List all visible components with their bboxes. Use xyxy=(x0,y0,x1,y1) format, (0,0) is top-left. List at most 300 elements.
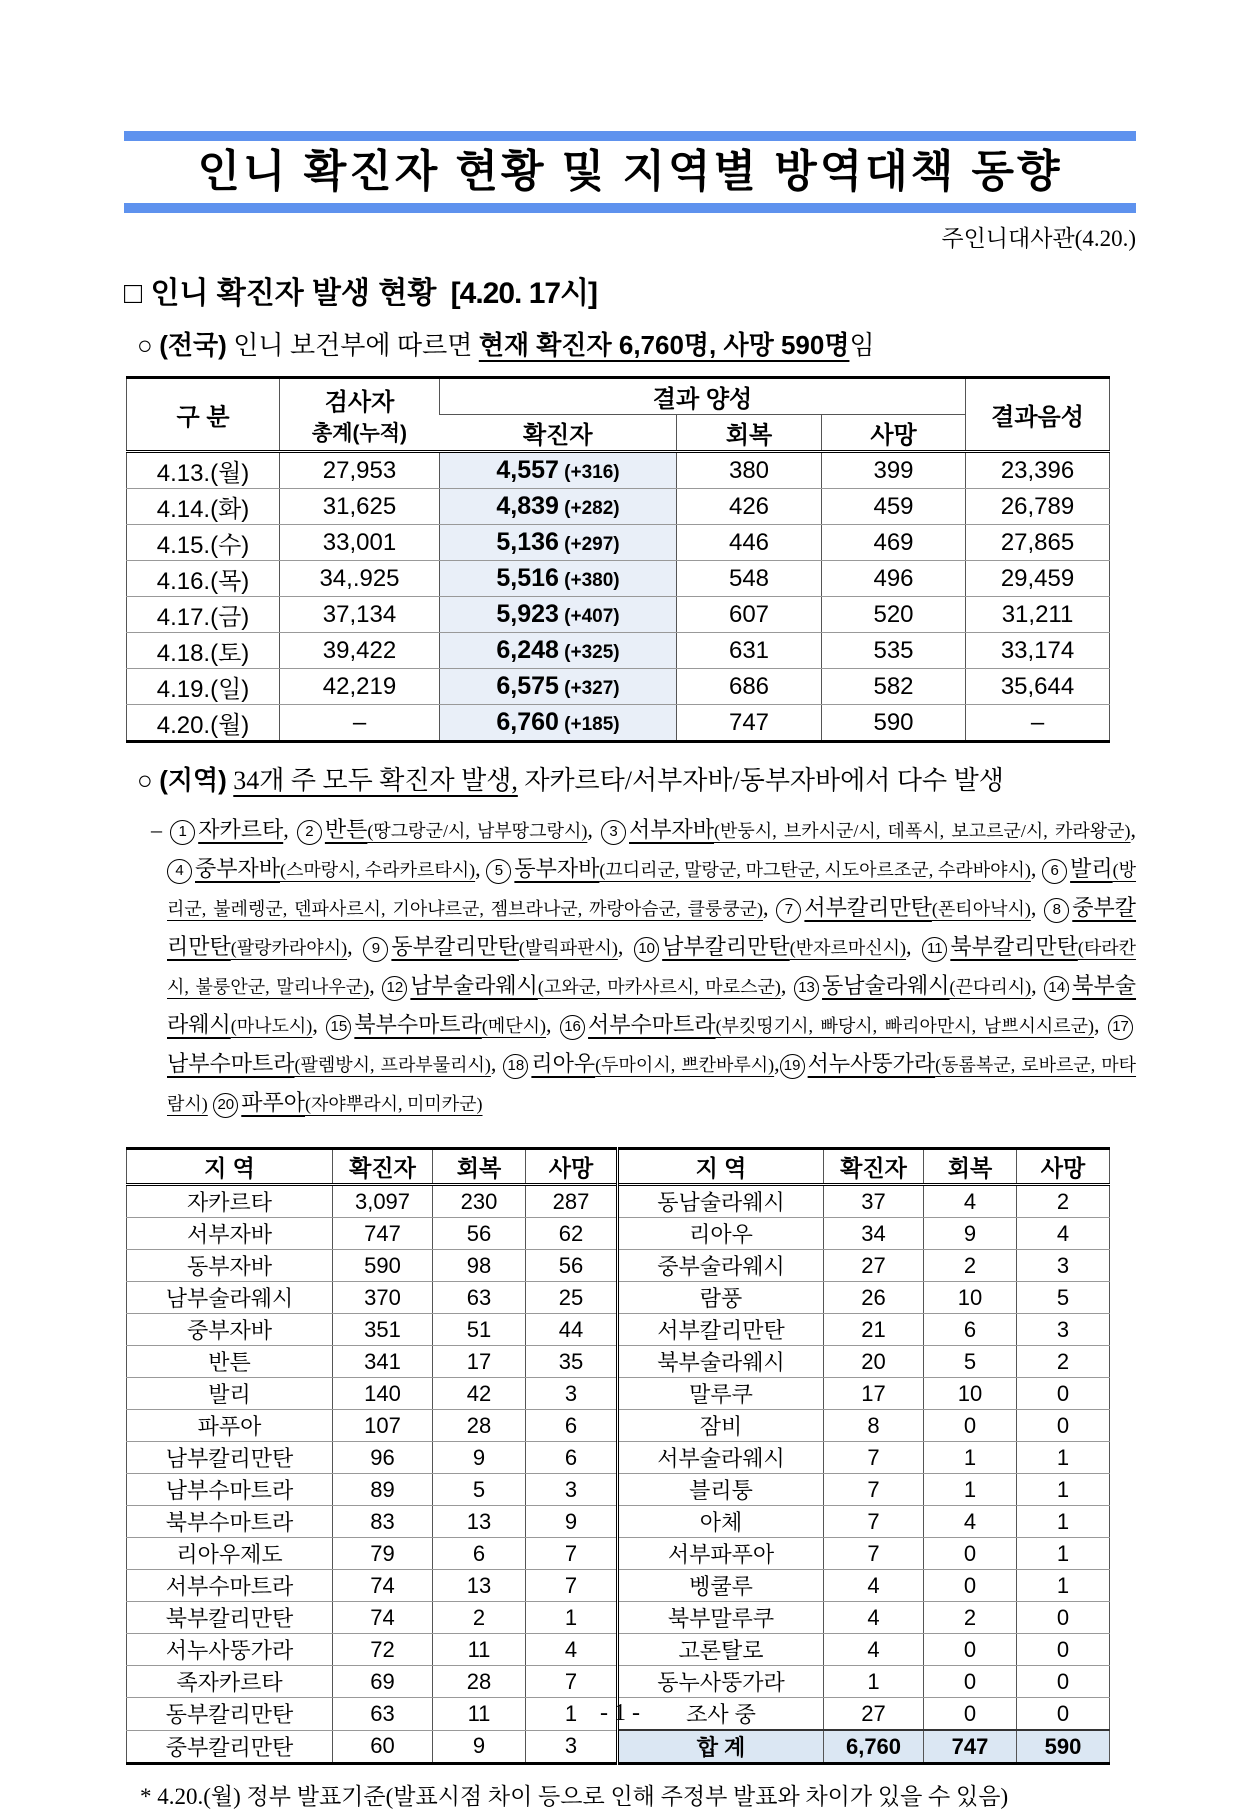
table-row xyxy=(127,1185,1110,1218)
confirmed-count-cell: 74 xyxy=(333,1570,433,1602)
dead-count-cell: 0 xyxy=(1017,1666,1110,1698)
region-list-item xyxy=(170,817,283,842)
region-name-cell: 남부술라웨시 xyxy=(127,1282,333,1314)
dead-count-cell: 2 xyxy=(1017,1346,1110,1378)
regional-bullet-label: (지역) xyxy=(159,765,227,795)
confirmed-count-cell: 140 xyxy=(333,1378,433,1410)
table-row xyxy=(127,1378,1110,1410)
confirmed-count-cell: 4 xyxy=(824,1602,924,1634)
recovered-count-cell: 230 xyxy=(433,1185,526,1218)
table-row xyxy=(127,669,1110,705)
confirmed-count-cell: 69 xyxy=(333,1666,433,1698)
region-detail: (두마이시, 쁘칸바루시) xyxy=(595,1055,775,1075)
region-list-item xyxy=(326,1012,546,1037)
region-name-cell: 북부말루쿠 xyxy=(618,1602,824,1634)
region-list-item xyxy=(634,934,906,959)
tested-total-cell: 37,134 xyxy=(280,597,440,633)
circled-number: 8 xyxy=(1044,898,1069,923)
region-name-cell: 서부수마트라 xyxy=(127,1570,333,1602)
region-name: 남부수마트라 xyxy=(167,1051,295,1076)
confirmed-count-cell: 74 xyxy=(333,1602,433,1634)
confirmed-cell xyxy=(440,633,677,669)
region-name: 서누사뚱가라 xyxy=(807,1051,936,1076)
column-header-tested-line1: 검사자 xyxy=(324,389,395,416)
table-row xyxy=(127,1346,1110,1378)
region-detail: (마나도시) xyxy=(230,1016,313,1036)
date-cell: 4.19.(일) xyxy=(127,669,280,705)
confirmed-delta: (+325) xyxy=(558,642,620,663)
dead-count-cell: 6 xyxy=(526,1410,618,1442)
region-list-item xyxy=(213,1090,482,1115)
circled-number: 6 xyxy=(1042,859,1067,884)
table-row xyxy=(127,1282,1110,1314)
date-cell: 4.13.(월) xyxy=(127,452,280,489)
recovered-count-cell: 17 xyxy=(433,1346,526,1378)
confirmed-value: 4,839 xyxy=(496,492,559,520)
region-list-item xyxy=(794,973,1031,998)
recovered-count-cell: 42 xyxy=(433,1378,526,1410)
dead-count-cell: 1 xyxy=(526,1698,618,1731)
confirmed-delta: (+282) xyxy=(558,498,620,519)
recovered-count-cell: 9 xyxy=(433,1730,526,1764)
dead-count-cell: 287 xyxy=(526,1185,618,1218)
region-detail: (타라칸시, 불룽안군, 말리나우군) xyxy=(167,938,1137,997)
table-row xyxy=(127,1474,1110,1506)
region-detail: (고와군, 마카사르시, 마로스군) xyxy=(537,977,781,997)
region-detail: (반둥시, 브카시군/시, 데폭시, 보고르군/시, 카라왕군) xyxy=(714,821,1131,841)
region-name-cell: 벵쿨루 xyxy=(618,1570,824,1602)
confirmed-count-cell: 1 xyxy=(824,1666,924,1698)
region-name: 중부칼리만탄 xyxy=(167,895,1137,959)
tested-total-cell: – xyxy=(280,705,440,742)
dead-count-cell: 590 xyxy=(1017,1730,1110,1764)
confirmed-value: 5,923 xyxy=(496,600,559,628)
confirmed-count-cell: 20 xyxy=(824,1346,924,1378)
region-name-cell: 말루쿠 xyxy=(618,1378,824,1410)
region-name-cell: 서부술라웨시 xyxy=(618,1442,824,1474)
region-name: 중부자바 xyxy=(195,856,281,881)
recovered-count-cell: 1 xyxy=(924,1474,1017,1506)
region-list-item xyxy=(382,973,780,998)
region-name-cell: 동남술라웨시 xyxy=(618,1185,824,1218)
confirmed-cell xyxy=(440,452,677,489)
region-detail: (반자르마신시) xyxy=(789,938,907,958)
region-detail: (끈다리시) xyxy=(949,977,1032,997)
region-name-cell: 서부칼리만탄 xyxy=(618,1314,824,1346)
confirmed-cell xyxy=(440,525,677,561)
dead-cell: 520 xyxy=(822,597,966,633)
region-detail: (팔렘방시, 프라부물리시) xyxy=(294,1055,491,1075)
circled-number: 13 xyxy=(794,976,819,1001)
recovered-count-cell: 6 xyxy=(433,1538,526,1570)
recovered-count-cell: 5 xyxy=(433,1474,526,1506)
circled-number: 10 xyxy=(634,937,659,962)
region-list-item xyxy=(297,817,587,842)
dead-count-cell: 5 xyxy=(1017,1282,1110,1314)
confirmed-delta: (+316) xyxy=(558,462,620,483)
national-bullet-highlight: 현재 확진자 6,760명, 사망 590명 xyxy=(478,330,850,360)
confirmed-count-cell: 79 xyxy=(333,1538,433,1570)
national-bullet xyxy=(124,325,1136,362)
confirmed-count-cell: 21 xyxy=(824,1314,924,1346)
column-header-confirmed: 확진자 xyxy=(824,1149,924,1185)
circled-number: 19 xyxy=(780,1054,805,1079)
table-row xyxy=(127,452,1110,489)
section-heading-time: [4.20. 17시] xyxy=(450,277,598,310)
section-heading xyxy=(124,268,1136,312)
region-name-cell: 남부수마트라 xyxy=(127,1474,333,1506)
region-list-item xyxy=(363,934,617,959)
confirmed-value: 4,557 xyxy=(496,456,559,484)
region-name: 동부자바 xyxy=(514,856,600,881)
region-detail: (자야뿌라시, 미미카군) xyxy=(305,1094,483,1114)
region-name-cell: 남부칼리만탄 xyxy=(127,1442,333,1474)
table-row xyxy=(127,1314,1110,1346)
dead-count-cell: 3 xyxy=(1017,1314,1110,1346)
dead-count-cell: 3 xyxy=(526,1378,618,1410)
title-accent-bar-bottom xyxy=(124,203,1136,213)
region-name-cell: 서누사뚱가라 xyxy=(127,1634,333,1666)
region-name: 북부술라웨시 xyxy=(167,973,1137,1037)
confirmed-count-cell: 63 xyxy=(333,1698,433,1731)
date-cell: 4.14.(화) xyxy=(127,489,280,525)
dead-count-cell: 2 xyxy=(1017,1185,1110,1218)
column-header-region: 지 역 xyxy=(618,1149,824,1185)
circled-number: 16 xyxy=(560,1015,585,1040)
confirmed-count-cell: 34 xyxy=(824,1218,924,1250)
region-list-item xyxy=(776,895,1030,920)
circled-number: 12 xyxy=(382,976,407,1001)
page-number: - 1 - xyxy=(600,1700,640,1726)
confirmed-cell xyxy=(440,597,677,633)
circled-number: 17 xyxy=(1108,1015,1133,1040)
region-detail: (동롬복군, 로바르군, 마타람시) xyxy=(167,1055,1137,1114)
region-name-cell: 동부칼리만탄 xyxy=(127,1698,333,1731)
region-name-cell: 파푸아 xyxy=(127,1410,333,1442)
column-header-recovered: 회복 xyxy=(924,1149,1017,1185)
recovered-cell: 607 xyxy=(677,597,822,633)
region-list-item xyxy=(560,1012,1094,1037)
region-name: 남부술라웨시 xyxy=(410,973,538,998)
recovered-count-cell: 9 xyxy=(924,1218,1017,1250)
recovered-cell: 631 xyxy=(677,633,822,669)
circled-number: 4 xyxy=(167,859,192,884)
negative-cell: 27,865 xyxy=(966,525,1110,561)
region-name-cell: 아체 xyxy=(618,1506,824,1538)
confirmed-count-cell: 72 xyxy=(333,1634,433,1666)
circle-marker: ○ xyxy=(137,331,153,360)
negative-cell: 26,789 xyxy=(966,489,1110,525)
footnote: * 4.20.(월) 정부 발표기준(발표시점 차이 등으로 인해 주정부 발표와 차이가 있을 수 있음) xyxy=(140,1784,1009,1809)
recovered-count-cell: 11 xyxy=(433,1698,526,1731)
source-attribution: 주인니대사관(4.20.) xyxy=(941,226,1136,251)
confirmed-value: 6,575 xyxy=(496,672,559,700)
region-list-item xyxy=(486,856,1030,881)
confirmed-cell xyxy=(440,705,677,742)
table-row xyxy=(127,1570,1110,1602)
confirmed-count-cell: 89 xyxy=(333,1474,433,1506)
column-header-gubun: 구 분 xyxy=(127,378,280,452)
recovered-count-cell: 747 xyxy=(924,1730,1017,1764)
negative-cell: 23,396 xyxy=(966,452,1110,489)
recovered-cell: 426 xyxy=(677,489,822,525)
region-name: 파푸아 xyxy=(241,1090,306,1115)
dead-count-cell: 7 xyxy=(526,1538,618,1570)
dead-count-cell: 7 xyxy=(526,1666,618,1698)
region-name-cell: 동부자바 xyxy=(127,1250,333,1282)
region-name: 리아우 xyxy=(531,1051,596,1076)
region-name-cell: 고론탈로 xyxy=(618,1634,824,1666)
region-name: 남부칼리만탄 xyxy=(662,934,790,959)
region-name-cell: 족자카르타 xyxy=(127,1666,333,1698)
recovered-cell: 686 xyxy=(677,669,822,705)
column-header-confirmed: 확진자 xyxy=(333,1149,433,1185)
document-title: 인니 확진자 현황 및 지역별 방역대책 동향 xyxy=(197,147,1063,196)
circled-number: 14 xyxy=(1044,976,1069,1001)
recovered-count-cell: 28 xyxy=(433,1410,526,1442)
table-header-row xyxy=(127,378,1110,415)
dead-count-cell: 3 xyxy=(526,1474,618,1506)
tested-total-cell: 34,.925 xyxy=(280,561,440,597)
confirmed-delta: (+185) xyxy=(558,714,620,735)
confirmed-count-cell: 83 xyxy=(333,1506,433,1538)
confirmed-count-cell: 37 xyxy=(824,1185,924,1218)
region-detail: (스마랑시, 수라카르타시) xyxy=(280,860,476,880)
recovered-cell: 446 xyxy=(677,525,822,561)
region-detail: (땅그랑군/시, 남부땅그랑시) xyxy=(367,821,588,841)
region-name: 북부수마트라 xyxy=(354,1012,482,1037)
table-row xyxy=(127,1218,1110,1250)
confirmed-count-cell: 4 xyxy=(824,1634,924,1666)
region-name-cell: 중부자바 xyxy=(127,1314,333,1346)
region-name: 자카르타 xyxy=(198,817,284,842)
circled-number: 9 xyxy=(363,937,388,962)
recovered-cell: 747 xyxy=(677,705,822,742)
dead-cell: 399 xyxy=(822,452,966,489)
confirmed-count-cell: 27 xyxy=(824,1250,924,1282)
table-row xyxy=(127,1666,1110,1698)
dead-count-cell: 0 xyxy=(1017,1378,1110,1410)
recovered-count-cell: 28 xyxy=(433,1666,526,1698)
date-cell: 4.16.(목) xyxy=(127,561,280,597)
recovered-count-cell: 9 xyxy=(433,1442,526,1474)
total-label-cell: 합 계 xyxy=(618,1730,824,1764)
region-name: 서부자바 xyxy=(629,817,715,842)
recovered-count-cell: 51 xyxy=(433,1314,526,1346)
confirmed-count-cell: 7 xyxy=(824,1538,924,1570)
circled-number: 18 xyxy=(503,1054,528,1079)
recovered-count-cell: 5 xyxy=(924,1346,1017,1378)
region-detail: (발릭파판시) xyxy=(518,938,618,958)
negative-cell: – xyxy=(966,705,1110,742)
table-row xyxy=(127,561,1110,597)
recovered-count-cell: 13 xyxy=(433,1506,526,1538)
dead-count-cell: 4 xyxy=(526,1634,618,1666)
recovered-count-cell: 0 xyxy=(924,1538,1017,1570)
region-name-cell: 블리퉁 xyxy=(618,1474,824,1506)
region-detail: (부킷띵기시, 빠당시, 빠리아만시, 남쁘시시르군) xyxy=(715,1016,1094,1036)
dead-count-cell: 1 xyxy=(526,1602,618,1634)
confirmed-count-cell: 8 xyxy=(824,1410,924,1442)
national-bullet-text: 인니 보건부에 따르면 xyxy=(233,331,473,360)
column-header-dead: 사망 xyxy=(1017,1149,1110,1185)
date-cell: 4.17.(금) xyxy=(127,597,280,633)
table-row xyxy=(127,705,1110,742)
region-detail: (팔랑카라야시) xyxy=(230,938,348,958)
dead-cell: 582 xyxy=(822,669,966,705)
confirmed-count-cell: 7 xyxy=(824,1474,924,1506)
negative-cell: 35,644 xyxy=(966,669,1110,705)
dead-count-cell: 44 xyxy=(526,1314,618,1346)
region-name: 동남술라웨시 xyxy=(822,973,950,998)
date-cell: 4.20.(월) xyxy=(156,712,250,739)
dead-count-cell: 62 xyxy=(526,1218,618,1250)
column-header-region: 지 역 xyxy=(204,1155,255,1181)
circled-number: 20 xyxy=(213,1093,238,1118)
region-list-item xyxy=(503,1051,774,1076)
confirmed-count-cell: 370 xyxy=(333,1282,433,1314)
circled-number: 5 xyxy=(486,859,511,884)
recovered-count-cell: 4 xyxy=(924,1506,1017,1538)
recovered-count-cell: 11 xyxy=(433,1634,526,1666)
negative-cell: 31,211 xyxy=(966,597,1110,633)
regional-bullet xyxy=(124,760,1136,797)
recovered-count-cell: 0 xyxy=(924,1570,1017,1602)
tested-total-cell: 39,422 xyxy=(280,633,440,669)
region-name-cell: 조사 중 xyxy=(618,1698,824,1731)
dead-count-cell: 35 xyxy=(526,1346,618,1378)
table-row xyxy=(127,1538,1110,1570)
region-name: 발리 xyxy=(1070,856,1113,881)
regional-bullet-underline: 34개 주 모두 확진자 발생, xyxy=(233,766,518,795)
circle-marker: ○ xyxy=(137,766,153,795)
recovered-count-cell: 0 xyxy=(924,1698,1017,1731)
title-accent-bar-top xyxy=(124,131,1136,141)
confirmed-delta: (+327) xyxy=(558,678,620,699)
dead-count-cell: 7 xyxy=(526,1570,618,1602)
region-name: 동부칼리만탄 xyxy=(391,934,519,959)
recovered-count-cell: 10 xyxy=(924,1378,1017,1410)
region-name-cell: 반튼 xyxy=(127,1346,333,1378)
confirmed-count-cell: 7 xyxy=(824,1442,924,1474)
confirmed-count-cell: 107 xyxy=(333,1410,433,1442)
negative-cell: 29,459 xyxy=(966,561,1110,597)
region-name-cell: 북부수마트라 xyxy=(127,1506,333,1538)
dead-count-cell: 0 xyxy=(1017,1634,1110,1666)
recovered-count-cell: 56 xyxy=(433,1218,526,1250)
dead-count-cell: 0 xyxy=(1017,1698,1110,1731)
table-row xyxy=(127,1410,1110,1442)
column-header-recovered: 회복 xyxy=(677,415,822,452)
confirmed-count-cell: 4 xyxy=(824,1570,924,1602)
region-list-paragraph: – 1 자카르타, 2 반튼(땅그랑군/시, 남부땅그랑시), 3 서부자바(반둥시, 브카시군/시, 데폭시, 보고르군/시, 카라왕군), 4 중부자바(스마랑시, 수라카르타시), 5 동부자바(끄디리군, 말랑군, 마그탄군, 시도아르조군, 수라바야시), 6 발리(방리군, 불레렝군, 덴파사르시, 기아냐르군, 젬브라나군, 까랑아슴군, 클룽쿵군), 7 서부칼리만탄(폰티아낙시), 8 중부칼리만탄(팔랑카라야시), 9 동부칼리만탄(발릭파판시), 10 남부칼리만탄(반자르마신시), 11 북부칼리만탄(타라칸시, 불룽안군, 말리나우군), 12 남부술라웨시(고와군, 마카사르시, 마로스군), 13 동남술라웨시(끈다리시), 14 북부술라웨시(마나도시), 15 북부수마트라(메단시), 16 서부수마트라(부킷띵기시, 빠당시, 빠리아만시, 남쁘시시르군), 17남부수마트라(팔렘방시, 프라부물리시), 18 리아우(두마이시, 쁘칸바루시), 19 서누사뚱가라(동롬복군, 로바르군, 마타람시) 20 파푸아(자야뿌라시, 미미카군) xyxy=(137,811,1136,1123)
column-header-dead: 사망 xyxy=(526,1149,618,1185)
regional-bullet-rest: 자카르타/서부자바/동부자바에서 다수 발생 xyxy=(517,766,1004,795)
column-header-confirmed: 확진자 xyxy=(440,415,677,452)
dead-count-cell: 1 xyxy=(1017,1570,1110,1602)
dead-count-cell: 1 xyxy=(1017,1506,1110,1538)
square-marker: □ xyxy=(124,277,143,310)
confirmed-count-cell: 351 xyxy=(333,1314,433,1346)
region-name: 서부수마트라 xyxy=(588,1012,716,1037)
recovered-count-cell: 6 xyxy=(924,1314,1017,1346)
dead-count-cell: 6 xyxy=(526,1442,618,1474)
recovered-count-cell: 10 xyxy=(924,1282,1017,1314)
confirmed-value: 6,760 xyxy=(496,708,559,736)
table-row xyxy=(127,1506,1110,1538)
tested-total-cell: 31,625 xyxy=(280,489,440,525)
confirmed-value: 6,248 xyxy=(496,636,559,664)
column-header-negative: 결과음성 xyxy=(966,378,1110,452)
column-header-tested-line2: 총계(누적) xyxy=(311,422,408,445)
confirmed-count-cell: 60 xyxy=(333,1730,433,1764)
circled-number: 7 xyxy=(776,898,801,923)
region-detail: (끄디리군, 말랑군, 마그탄군, 시도아르조군, 수라바야시) xyxy=(599,860,1031,880)
confirmed-count-cell: 6,760 xyxy=(824,1730,924,1764)
region-name-cell: 발리 xyxy=(127,1378,333,1410)
region-list-item xyxy=(601,817,1130,842)
confirmed-count-cell: 96 xyxy=(333,1442,433,1474)
region-name-cell: 자카르타 xyxy=(127,1185,333,1218)
dead-cell: 535 xyxy=(822,633,966,669)
dash-marker: – xyxy=(151,817,162,842)
date-cell: 4.15.(수) xyxy=(127,525,280,561)
region-detail: (방리군, 불레렝군, 덴파사르시, 기아냐르군, 젬브라나군, 까랑아슴군, 클룽쿵군) xyxy=(167,860,1137,919)
date-cell: 4.18.(토) xyxy=(127,633,280,669)
recovered-count-cell: 98 xyxy=(433,1250,526,1282)
circled-number: 2 xyxy=(297,820,322,845)
dead-count-cell: 56 xyxy=(526,1250,618,1282)
confirmed-delta: (+297) xyxy=(558,534,620,555)
table-row xyxy=(127,633,1110,669)
table-row xyxy=(127,1634,1110,1666)
circled-number: 15 xyxy=(326,1015,351,1040)
table-row xyxy=(127,525,1110,561)
column-header-dead: 사망 xyxy=(822,415,966,452)
table-row xyxy=(127,597,1110,633)
national-bullet-label: (전국) xyxy=(159,330,227,360)
region-name-cell: 중부칼리만탄 xyxy=(165,1734,294,1760)
dead-count-cell: 3 xyxy=(1017,1250,1110,1282)
dead-count-cell: 1 xyxy=(1017,1442,1110,1474)
dead-count-cell: 1 xyxy=(1017,1538,1110,1570)
region-name-cell: 서부자바 xyxy=(127,1218,333,1250)
confirmed-value: 5,516 xyxy=(496,564,559,592)
recovered-count-cell: 2 xyxy=(924,1250,1017,1282)
dead-count-cell: 1 xyxy=(1017,1474,1110,1506)
region-name: 서부칼리만탄 xyxy=(804,895,932,920)
confirmed-count-cell: 17 xyxy=(824,1378,924,1410)
dead-count-cell: 0 xyxy=(1017,1602,1110,1634)
column-header-tested xyxy=(280,378,440,452)
region-name-cell: 북부술라웨시 xyxy=(618,1346,824,1378)
region-name: 반튼 xyxy=(324,817,368,842)
dead-count-cell: 4 xyxy=(1017,1218,1110,1250)
table-row xyxy=(127,1730,1110,1764)
dead-count-cell: 25 xyxy=(526,1282,618,1314)
region-name-cell: 북부칼리만탄 xyxy=(127,1602,333,1634)
circled-number: 11 xyxy=(922,937,947,962)
region-name-cell: 람풍 xyxy=(618,1282,824,1314)
table-row xyxy=(127,1442,1110,1474)
recovered-count-cell: 2 xyxy=(924,1602,1017,1634)
dead-cell: 459 xyxy=(822,489,966,525)
recovered-count-cell: 13 xyxy=(433,1570,526,1602)
confirmed-count-cell: 27 xyxy=(824,1698,924,1731)
region-name: 북부칼리만탄 xyxy=(950,934,1078,959)
confirmed-count-cell: 590 xyxy=(333,1250,433,1282)
confirmed-cell xyxy=(440,561,677,597)
